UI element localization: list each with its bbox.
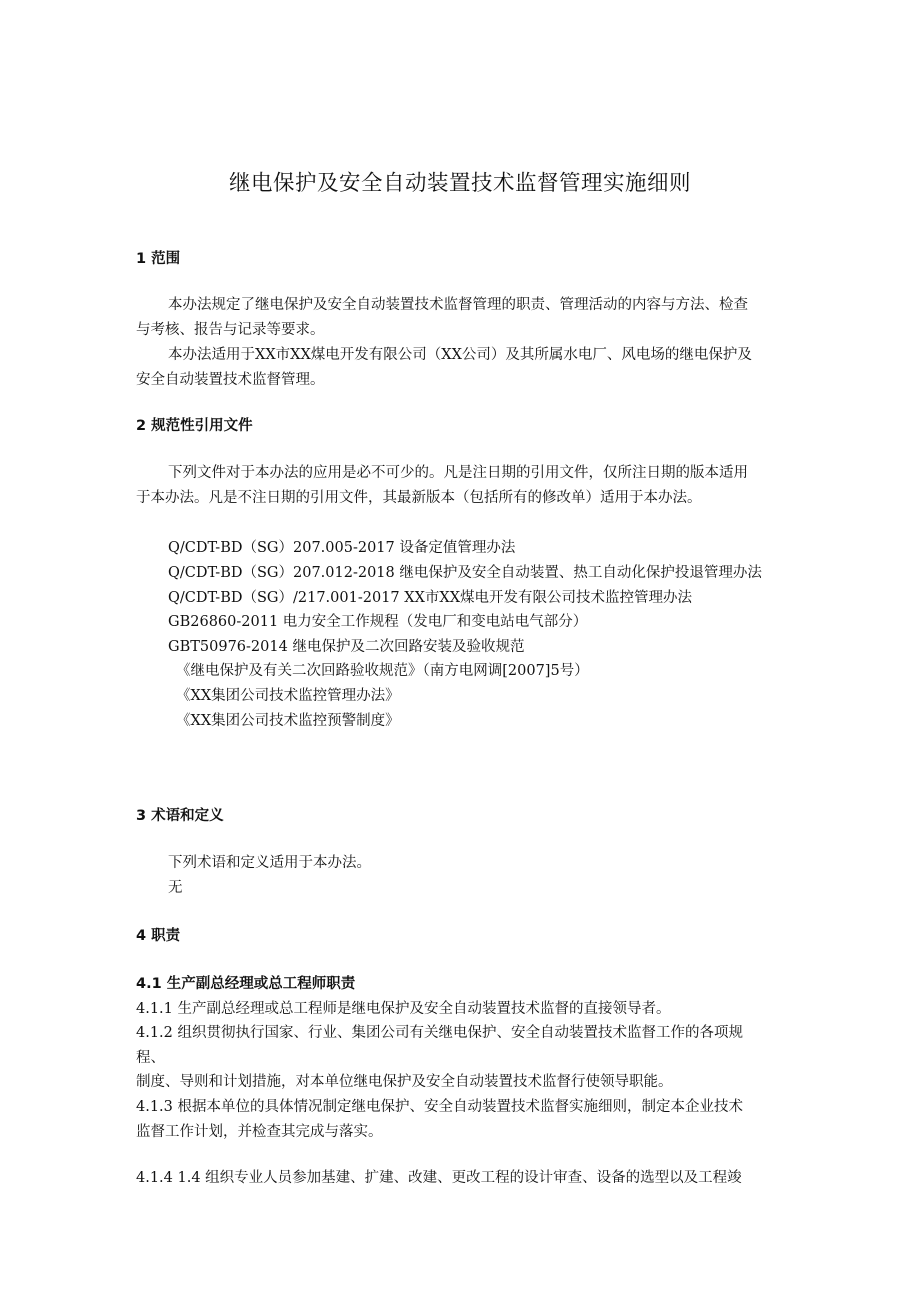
reference-item: 《XX集团公司技术监控预警制度》 xyxy=(176,713,400,729)
section-1-paragraph-1-line-2: 与考核、报告与记录等要求。 xyxy=(136,322,325,338)
section-2-paragraph-line-2: 于本办法。凡是不注日期的引用文件，其最新版本（包括所有的修改单）适用于本办法。 xyxy=(136,490,702,506)
item-4-1-3-line-2: 监督工作计划，并检查其完成与落实。 xyxy=(136,1124,383,1140)
reference-item: Q/CDT-BD（SG）/217.001-2017 XX市XX煤电开发有限公司技术监控管理办法 xyxy=(168,590,693,606)
section-1-paragraph-1-line-1: 本办法规定了继电保护及安全自动装置技术监督管理的职责、管理活动的内容与方法、检查 xyxy=(168,297,748,313)
section-4-heading: 4 职责 xyxy=(136,928,181,944)
section-3-heading: 3 术语和定义 xyxy=(136,808,224,824)
item-4-1-4-line-1: 4.1.4 1.4 组织专业人员参加基建、扩建、改建、更改工程的设计审查、设备的选型以及工程竣 xyxy=(136,1170,742,1186)
item-4-1-2-line-3: 制度、导则和计划措施，对本单位继电保护及安全自动装置技术监督行使领导职能。 xyxy=(136,1074,673,1090)
reference-item: Q/CDT-BD（SG）207.005-2017 设备定值管理办法 xyxy=(168,540,516,556)
section-3-line-2: 无 xyxy=(168,880,183,896)
section-1-paragraph-2-line-1: 本办法适用于XX市XX煤电开发有限公司（XX公司）及其所属水电厂、风电场的继电保护及 xyxy=(168,347,752,363)
section-1-paragraph-2-line-2: 安全自动装置技术监督管理。 xyxy=(136,372,325,388)
document-title: 继电保护及安全自动装置技术监督管理实施细则 xyxy=(228,171,691,196)
section-2-heading: 2 规范性引用文件 xyxy=(136,418,253,434)
reference-item: GBT50976-2014 继电保护及二次回路安装及验收规范 xyxy=(168,639,525,655)
reference-item: 《继电保护及有关二次回路验收规范》（南方电网调[2007]5号） xyxy=(176,663,589,679)
reference-item: Q/CDT-BD（SG）207.012-2018 继电保护及安全自动装置、热工自动化保护投退管理办法 xyxy=(168,565,762,581)
reference-item: GB26860-2011 电力安全工作规程（发电厂和变电站电气部分） xyxy=(168,614,588,630)
item-4-1-2-line-2: 程、 xyxy=(136,1050,165,1066)
item-4-1-3-line-1: 4.1.3 根据本单位的具体情况制定继电保护、安全自动装置技术监督实施细则，制定本企业技术 xyxy=(136,1099,743,1115)
section-3-line-1: 下列术语和定义适用于本办法。 xyxy=(168,855,371,871)
section-2-paragraph-line-1: 下列文件对于本办法的应用是必不可少的。凡是注日期的引用文件，仅所注日期的版本适用 xyxy=(168,465,748,481)
section-1-heading: 1 范围 xyxy=(136,251,181,267)
item-4-1-1: 4.1.1 生产副总经理或总工程师是继电保护及安全自动装置技术监督的直接领导者。 xyxy=(136,1001,671,1017)
item-4-1-2-line-1: 4.1.2 组织贯彻执行国家、行业、集团公司有关继电保护、安全自动装置技术监督工作的各项规 xyxy=(136,1025,743,1041)
reference-item: 《XX集团公司技术监控管理办法》 xyxy=(176,688,400,704)
section-4-1-heading: 4.1 生产副总经理或总工程师职责 xyxy=(136,976,356,992)
